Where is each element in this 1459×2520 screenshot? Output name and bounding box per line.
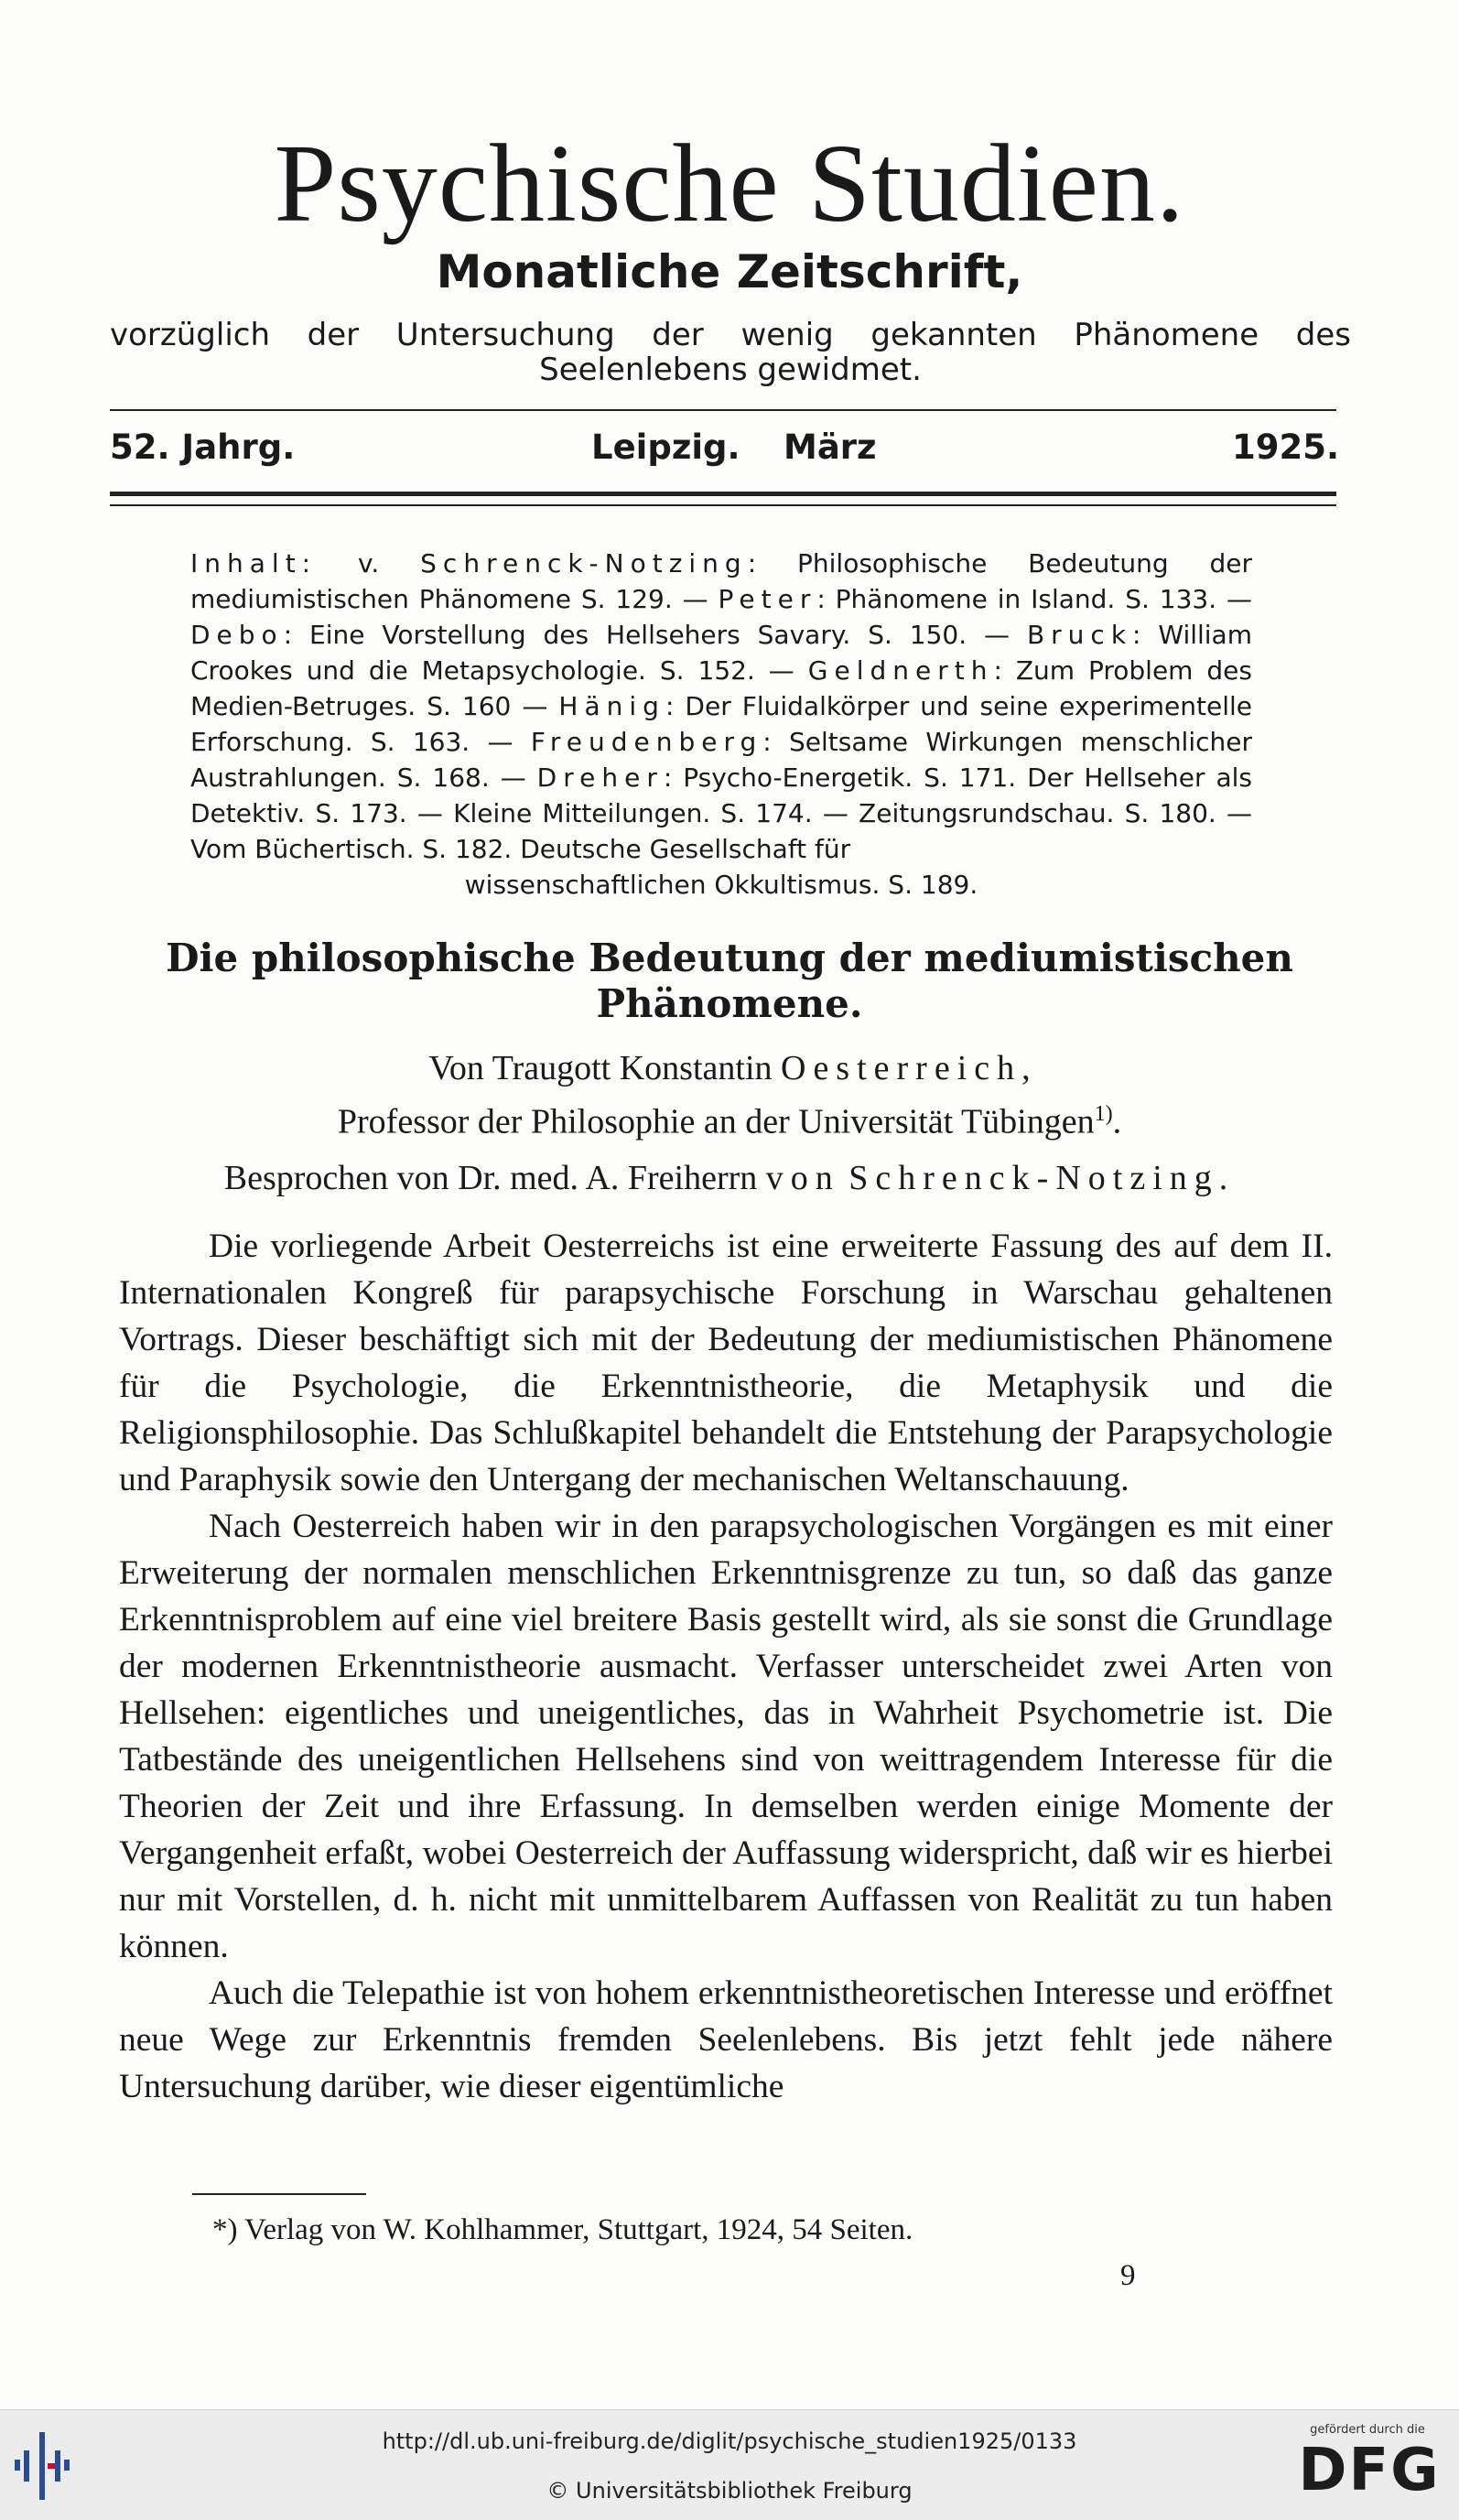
permalink-link[interactable]: http://dl.ub.uni-freiburg.de/diglit/psychische_studien1925/0133 [382, 2428, 1077, 2454]
article-title-line-2: Phänomene. [596, 981, 863, 1026]
toc-entry: : Eine Vorstellung des Hellsehers Savary. S. 150. — [283, 620, 1027, 650]
toc-author: Freudenberg [530, 727, 763, 757]
author-affiliation [110, 1103, 1349, 1140]
reviewer-von: von [765, 1159, 840, 1197]
author-suffix: , [1021, 1049, 1031, 1087]
purpose-line-1: vorzüglich der Untersuchung der wenig gekannten Phänomene des [110, 317, 1351, 353]
journal-subtitle: Monatliche Zeitschrift, [436, 245, 1023, 298]
toc-entry: : William Crookes und die Metapsychologie. S. 152. — [190, 620, 1252, 686]
masthead-rule-bottom [110, 492, 1336, 496]
masthead-rule-top [110, 409, 1336, 411]
viewer-footer-bar [0, 2409, 1459, 2520]
dfg-logo: DFG [1298, 2437, 1441, 2504]
toc-label: Inhalt: [190, 548, 318, 579]
toc-author: Peter [718, 584, 817, 614]
article-body [119, 1223, 1333, 2110]
masthead-rule-thin [110, 504, 1336, 506]
paragraph: Nach Oesterreich haben wir in den parapsychologischen Vorgängen es mit einer Erweiterung der normalen menschlichen Erkenntnisgrenze zu tun, so daß das ganze Erkenntnisproblem auf eine viel breitere Basis gestellt wird, als sie sonst die Grundlage der modernen Erkenntnistheorie ausmacht. Verfasser unterscheidet zwei Arten von Hellsehen: eigentliches und uneigentliches, das in Wahrheit Psychometrie ist. Die Tatbestände des uneigentlichen Hellsehens sind von weittragendem Interesse für die Theorien der Zeit und ihre Erfassung. In demselben werden einige Momente der Vergangenheit erfaßt, wobei Oesterreich der Auffassung widerspricht, daß wir es hierbei nur mit Vorstellen, d. h. nicht mit unmittelbarem Auffassen von Realität zu tun haben können. [119, 1508, 1333, 1965]
author-line [110, 1051, 1349, 1086]
article-title [110, 936, 1349, 1027]
volume-label: 52. Jahrg. [110, 427, 296, 467]
toc-author: Schrenck-Notzing [420, 548, 748, 579]
journal-purpose [110, 318, 1351, 387]
toc-author: Hänig [558, 691, 665, 721]
affiliation-text: Professor der Philosophie an der Universität Tübingen [337, 1102, 1095, 1141]
article-title-line-1: Die philosophische Bedeutung der mediumistischen [166, 936, 1293, 980]
toc-author: Geldnerth [807, 655, 994, 686]
toc-entry: : Philosophische Bedeutung der mediumistischen Phänomene S. 129. — [190, 548, 1252, 614]
purpose-line-2: Seelenlebens gewidmet. [539, 352, 922, 388]
toc-last-line: wissenschaftlichen Okkultismus. S. 189. [464, 870, 978, 900]
funding-note: gefördert durch die [1310, 2423, 1425, 2437]
toc-prefix: v. [357, 548, 380, 579]
toc-author: Bruck [1026, 620, 1133, 650]
toc-entry: : Seltsame Wirkungen menschlicher Austrahlungen. S. 168. — [190, 727, 1252, 793]
affiliation-end: . [1112, 1102, 1122, 1141]
paragraph: Die vorliegende Arbeit Oesterreichs ist eine erweiterte Fassung des auf dem II. Internationalen Kongreß für parapsychische Forschung in Warschau gehaltenen Vortrags. Dieser beschäftigt sich mit der Bedeutung der mediumistischen Phänomene für die Psychologie, die Erkenntnistheorie, die Metaphysik und die Religionsphilosophie. Das Schlußkapitel behandelt die Entstehung der Parapsychologie und Paraphysik sowie den Untergang der mechanischen Weltanschauung. [119, 1228, 1333, 1498]
reviewer-name: Schrenck-Notzing. [848, 1159, 1236, 1197]
toc-author: Dreher [536, 762, 664, 793]
paragraph: Auch die Telepathie ist von hohem erkenntnistheoretischen Interesse und eröffnet neue Wege zur Erkenntnis fremden Seelenlebens. Bis jetzt fehlt jede nähere Untersuchung darüber, wie dieser eigentümliche [119, 1974, 1333, 2105]
journal-title: Psychische Studien. [274, 122, 1185, 245]
toc-entry: : Zum Problem des Medien-Betruges. S. 160 — [190, 655, 1252, 721]
author-name: Oesterreich [781, 1049, 1022, 1087]
toc-entry: : Phänomene in Island. S. 133. — [816, 584, 1252, 614]
copyright-text: © Universitätsbibliothek Freiburg [546, 2478, 913, 2504]
author-prefix: Von Traugott Konstantin [428, 1049, 773, 1087]
footnote-rule [192, 2193, 366, 2195]
toc-entry: : Psycho-Energetik. S. 171. Der Hellseher als Detektiv. S. 173. — Kleine Mitteilungen. S. 174. — Zeitungsrundschau. S. 180. — Vom Büchertisch. S. 182. Deutsche Gesellschaft für [190, 762, 1252, 864]
page-number: 9 [1120, 2259, 1136, 2292]
reviewer-prefix: Besprochen von Dr. med. A. Freiherrn [223, 1159, 758, 1197]
toc-entry: : Der Fluidalkörper und seine experimentelle Erforschung. S. 163. — [190, 691, 1252, 757]
reviewer-line [110, 1161, 1349, 1195]
footnote: *) Verlag von W. Kohlhammer, Stuttgart, 1924, 54 Seiten. [212, 2213, 913, 2246]
year-label: 1925. [1232, 427, 1340, 467]
footnote-marker: 1) [1094, 1102, 1113, 1126]
month-label: März [784, 427, 877, 467]
place-label: Leipzig. [591, 427, 740, 467]
table-of-contents [190, 546, 1252, 903]
toc-author: Debo [190, 620, 284, 650]
